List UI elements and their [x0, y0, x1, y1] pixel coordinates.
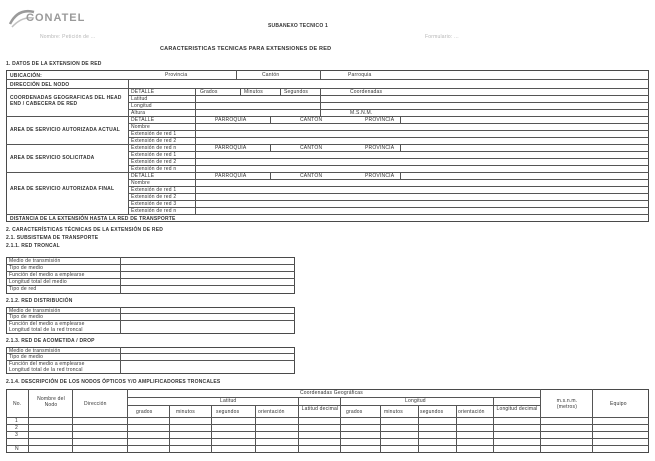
faint-right: Formulario: ... [425, 34, 459, 40]
extension-n-c: Extensión de red n [131, 208, 177, 214]
extension1-a: Extensión de red 1 [131, 131, 177, 137]
extension2-c: Extensión de red 2 [131, 194, 177, 200]
node-row-3: 3 [15, 432, 18, 438]
extension3-c: Extensión de red 3 [131, 201, 177, 207]
dist-row-1: Medio de transmisión [9, 308, 61, 314]
sub1-title: 2.1. SUBSISTEMA DE TRANSPORTE [6, 235, 99, 241]
col-equipo: Equipo [610, 401, 627, 407]
parroquia-caps-1: PARROQUIA [215, 117, 247, 123]
extension-n-a: Extensión de red n [131, 145, 177, 151]
provincia-caps-3: PROVINCIA [365, 173, 395, 179]
distancia-label: DISTANCIA DE LA EXTENSIÓN HASTA LA RED DE TRANSPORTE [10, 216, 176, 222]
node-row-2: 2 [15, 425, 18, 431]
col-longitud: Longitud [405, 398, 426, 404]
logo [6, 6, 126, 30]
troncal-row-4: Longitud total del medio [9, 279, 67, 285]
node-row-n: N [15, 446, 19, 452]
section2-title: 2. CARACTERÍSTICAS TÉCNICAS DE LA EXTENSIÓN DE RED [6, 227, 164, 233]
sub12-title: 2.1.2. RED DISTRIBUCIÓN [6, 298, 73, 304]
col-segundos-2: segundos [420, 409, 444, 415]
sub14-title: 2.1.4. DESCRIPCIÓN DE LOS NODOS ÓPTICOS Y/O AMPLIFICADORES TRONCALES [6, 379, 221, 385]
dist-row-3: Función del medio a emplearse [9, 321, 85, 327]
col-latitud: Latitud [220, 398, 237, 404]
msnm-label: M.S.N.M. [350, 110, 373, 116]
canton-header: Cantón [262, 72, 280, 78]
col-decimal-2: Longitud decimal [496, 406, 538, 412]
col-segundos-1: segundos [216, 409, 240, 415]
col-no: No. [13, 401, 22, 407]
col-coordenadas: Coordenadas Geográficas [300, 390, 363, 396]
troncal-row-3: Función del medio a emplearse [9, 272, 85, 278]
ubicacion-label: UBICACIÓN: [10, 73, 42, 79]
direccion-label: DIRECCIÓN DEL NODO [10, 82, 70, 88]
col-grados-1: grados [136, 409, 153, 415]
col-orientacion-1: orientación [258, 409, 285, 415]
extension2-a: Extensión de red 2 [131, 138, 177, 144]
extension1-c: Extensión de red 1 [131, 187, 177, 193]
altura-label: Altura [131, 110, 146, 116]
extension2-b: Extensión de red 2 [131, 159, 177, 165]
parroquia-header: Parroquia [348, 72, 372, 78]
nombre-3: Nombre [131, 180, 150, 186]
segundos-label: Segundos [284, 89, 309, 95]
logo-text: CONATEL [26, 12, 86, 24]
troncal-row-1: Medio de transmisión [9, 258, 61, 264]
acom-row-2: Tipo de medio [9, 354, 44, 360]
area-actual-label: AREA DE SERVICIO AUTORIZADA ACTUAL [10, 127, 121, 133]
canton-caps-1: CANTÓN [300, 117, 323, 123]
col-grados-2: grados [346, 409, 363, 415]
dist-row-2: Tipo de medio [9, 314, 44, 320]
parroquia-caps-2: PARROQUIA [215, 145, 247, 151]
minutos-label: Minutos [244, 89, 263, 95]
dist-row-4: Longitud total de la red troncal [9, 327, 83, 333]
sub13-title: 2.1.3. RED DE ACOMETIDA / DROP [6, 338, 95, 344]
doc-title: SUBANEXO TECNICO 1 [268, 23, 328, 29]
acom-row-3: Función del medio a emplearse [9, 361, 85, 367]
detalle-label-3: DETALLE [131, 173, 155, 179]
provincia-header: Provincia [165, 72, 188, 78]
parroquia-caps-3: PARROQUIA [215, 173, 247, 179]
acom-row-4: Longitud total de la red troncal [9, 367, 83, 373]
col-msnm: m.s.n.m. (metros) [556, 398, 578, 410]
faint-left: Nombre: Petición de ... [40, 34, 96, 40]
extension-n-b: Extensión de red n [131, 166, 177, 172]
detalle-label: DETALLE [131, 89, 155, 95]
col-orientacion-2: orientación [458, 409, 485, 415]
provincia-caps-1: PROVINCIA [365, 117, 395, 123]
main-title: CARACTERISTICAS TECNICAS PARA EXTENSIONES DE RED [160, 46, 332, 52]
canton-caps-3: CANTÓN [300, 173, 323, 179]
col-nombre: Nombre del Nodo [37, 396, 65, 408]
canton-caps-2: CANTÓN [300, 145, 323, 151]
coordenadas-label: Coordenadas [350, 89, 383, 95]
area-solicitada-label: AREA DE SERVICIO SOLICITADA [10, 155, 95, 161]
node-row-1: 1 [15, 418, 18, 424]
sub11-title: 2.1.1. RED TRONCAL [6, 243, 60, 249]
acom-row-1: Medio de transmisión [9, 348, 61, 354]
grados-label: Grados [200, 89, 218, 95]
provincia-caps-2: PROVINCIA [365, 145, 395, 151]
section1-title: 1. DATOS DE LA EXTENSION DE RED [6, 61, 102, 67]
troncal-row-2: Tipo de medio [9, 265, 44, 271]
latitud-label: Latitud [131, 96, 148, 102]
detalle-label-2: DETALLE [131, 117, 155, 123]
col-decimal-1: Latitud decimal [301, 406, 339, 412]
area-final-label: AREA DE SERVICIO AUTORIZADA FINAL [10, 186, 115, 192]
coord-label: COORDENADAS GEOGRAFICAS DEL HEAD END / CABECERA DE RED [10, 95, 122, 107]
nombre-1: Nombre [131, 124, 150, 130]
col-minutos-2: minutos [384, 409, 403, 415]
troncal-row-5: Tipo de red [9, 286, 37, 292]
extension1-b: Extensión de red 1 [131, 152, 177, 158]
longitud-label: Longitud [131, 103, 152, 109]
col-minutos-1: minutos [176, 409, 195, 415]
col-direccion: Dirección [84, 401, 107, 407]
